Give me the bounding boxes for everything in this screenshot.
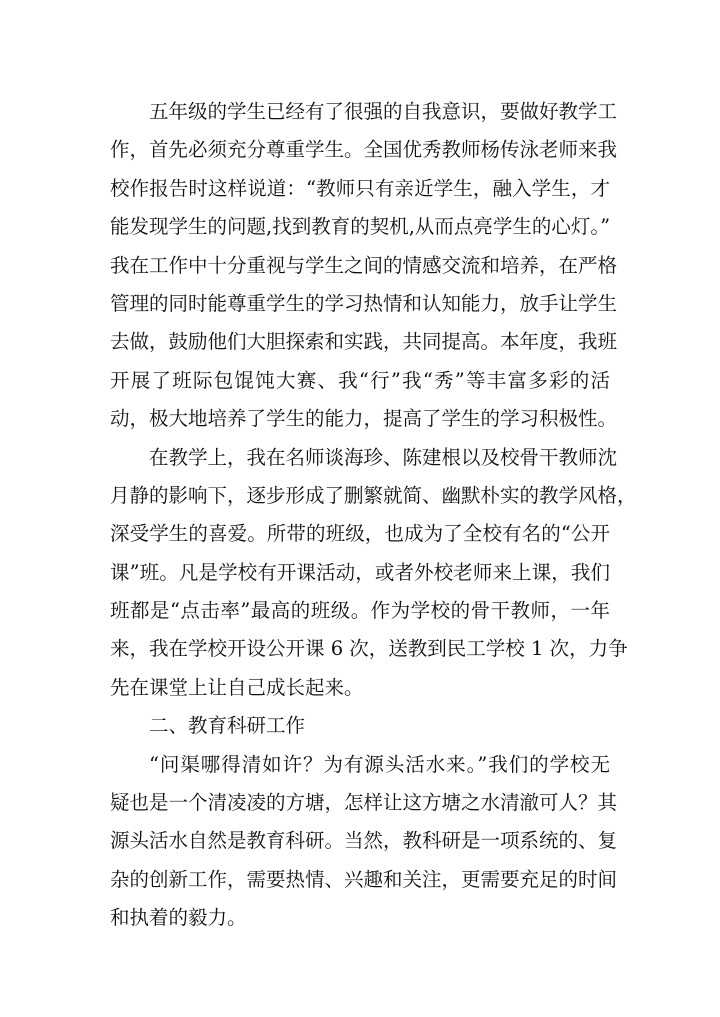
text-line: 和执着的毅力。 <box>110 906 247 930</box>
text-line: 课”班。凡是学校有开课活动，或者外校老师来上课，我们 <box>110 560 610 584</box>
text-line: “问渠哪得清如许？为有源头活水来。”我们的学校无 <box>149 752 610 776</box>
text-line: 先在课堂上让自己成长起来。 <box>110 675 364 699</box>
text-line: 来，我在学校开设公开课 6 次，送教到民工学校 1 次，力争 <box>110 637 628 661</box>
section-heading <box>110 707 610 745</box>
text-line: 我在工作中十分重视与学生之间的情感交流和培养，在严格 <box>110 253 618 277</box>
text-line: 源头活水自然是教育科研。当然，教科研是一项系统的、复 <box>110 829 618 853</box>
section-heading-text: 二、教育科研工作 <box>149 714 306 738</box>
text-line: 班都是“点击率”最高的班级。作为学校的骨干教师，一年 <box>110 599 610 623</box>
text-line: 在教学上，我在名师谈海珍、陈建根以及校骨干教师沈 <box>149 445 618 469</box>
text-line: 动，极大地培养了学生的能力，提高了学生的学习积极性。 <box>110 407 618 431</box>
text-line: 深受学生的喜爱。所带的班级，也成为了全校有名的“公开 <box>110 522 610 546</box>
text-line: 五年级的学生已经有了很强的自我意识，要做好教学工 <box>149 100 618 123</box>
text-line: 作，首先必须充分尊重学生。全国优秀教师杨传泳老师来我 <box>110 138 618 162</box>
text-line: 校作报告时这样说道：“教师只有亲近学生，融入学生，才 <box>110 176 610 200</box>
text-line: 能发现学生的问题,找到教育的契机,从而点亮学生的心灯。” <box>110 215 611 239</box>
paragraph-research-work <box>110 746 618 938</box>
document-body <box>110 93 637 938</box>
text-line: 管理的同时能尊重学生的学习热情和认知能力，放手让学生 <box>110 291 618 315</box>
paragraph-teaching-style <box>110 439 637 708</box>
text-line: 杂的创新工作，需要热情、兴趣和关注，更需要充足的时间 <box>110 867 618 891</box>
text-line: 疑也是一个清凌凌的方塘，怎样让这方塘之水清澈可人？其 <box>110 791 618 815</box>
paragraph-student-respect <box>110 93 618 439</box>
text-line: 去做，鼓励他们大胆探索和实践，共同提高。本年度，我班 <box>110 330 618 354</box>
text-line: 月静的影响下，逐步形成了删繁就简、幽默朴实的教学风格， <box>110 483 637 507</box>
text-line: 开展了班际包馄饨大赛、我“行”我“秀”等丰富多彩的活 <box>110 368 610 392</box>
